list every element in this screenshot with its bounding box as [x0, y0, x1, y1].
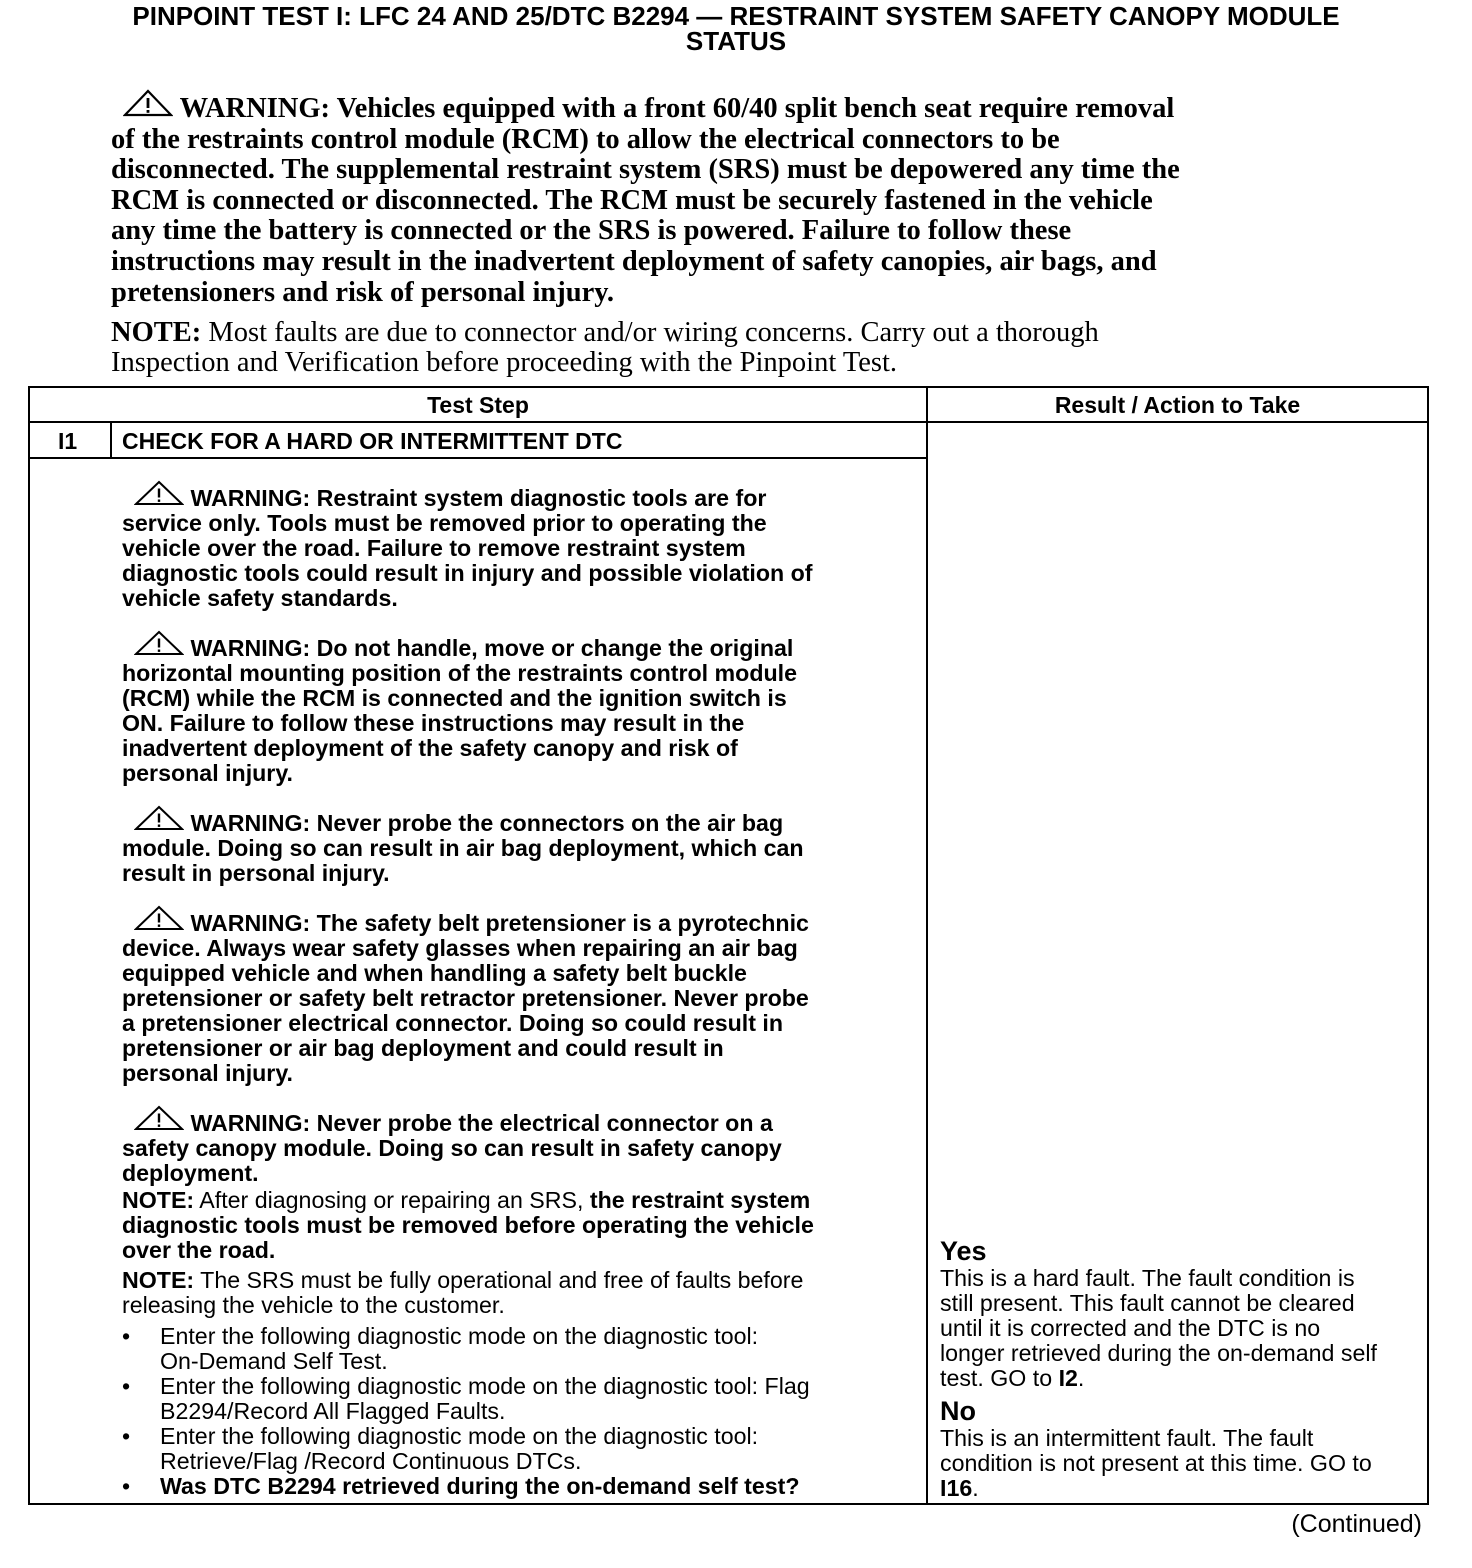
- goto-link-i16[interactable]: I16: [940, 1475, 973, 1501]
- step-warning: WARNING: Never probe the electrical connector on a safety canopy module. Doing so can result in safety canopy deployment.: [122, 1105, 782, 1186]
- main-note-line: NOTE: Most faults are due to connector and/or wiring concerns. Carry out a thorough: [111, 317, 1099, 348]
- main-warning-line: disconnected. The supplemental restraint system (SRS) must be depowered any time the: [111, 154, 1180, 186]
- bullet-dot: •: [122, 1373, 131, 1399]
- step-title: CHECK FOR A HARD OR INTERMITTENT DTC: [122, 428, 623, 454]
- step-note: NOTE: The SRS must be fully operational and free of faults before releasing the vehicle to the customer.: [122, 1267, 804, 1318]
- step-warning: WARNING: Never probe the connectors on the air bag module. Doing so can result in air bag deployment, which can result in personal injury.: [122, 805, 804, 886]
- main-warning-line: pretensioners and risk of personal injury.: [111, 276, 615, 308]
- step-warning: WARNING: Restraint system diagnostic tools are for service only. Tools must be removed prior to operating the vehicle over the road. Failure to remove restraint system diagnostic tools could result in injury and possible violation of vehicle safety standards.: [122, 480, 813, 611]
- title-line-2: STATUS: [685, 26, 787, 56]
- main-warning: [111, 89, 1331, 308]
- header-test-step: Test Step: [427, 392, 529, 418]
- step-id-divider: [110, 421, 112, 458]
- note-label: NOTE:: [111, 317, 202, 348]
- list-item: • Enter the following diagnostic mode on the diagnostic tool: On-Demand Self Test.: [122, 1323, 759, 1374]
- main-warning-line: any time the battery is connected or the SRS is powered. Failure to follow these: [111, 215, 1072, 247]
- note-label: NOTE:: [122, 1267, 195, 1293]
- header-divider: [28, 421, 1429, 423]
- main-warning-line: WARNING: Vehicles equipped with a front 60/40 split bench seat require removal: [111, 89, 1331, 125]
- warning-triangle-icon: [134, 630, 184, 656]
- list-item: • Enter the following diagnostic mode on the diagnostic tool: Retrieve/Flag /Record Continuous DTCs.: [122, 1423, 759, 1474]
- step-warning: WARNING: Do not handle, move or change the original horizontal mounting position of the restraints control module (RCM) while the RCM is connected and the ignition switch is ON. Failure to follow these instructions may result in the inadvertent deployment of the safety canopy and risk of personal injury.: [122, 630, 797, 786]
- main-warning-line: RCM is connected or disconnected. The RCM must be securely fastened in the vehicle: [111, 184, 1153, 216]
- warning-triangle-icon: [123, 89, 173, 117]
- step-id: I1: [58, 428, 78, 454]
- header-result: Result / Action to Take: [1054, 392, 1301, 418]
- main-note: [111, 318, 1361, 378]
- main-warning-line: instructions may result in the inadvertent deployment of safety canopies, air bags, and: [111, 245, 1157, 277]
- column-divider: [926, 386, 928, 1505]
- note-label: NOTE:: [122, 1187, 195, 1213]
- warning-triangle-icon: [134, 905, 184, 931]
- warning-triangle-icon: [134, 480, 184, 506]
- goto-link-i2[interactable]: I2: [1058, 1365, 1078, 1391]
- bullet-dot: •: [122, 1423, 131, 1449]
- step-warning: WARNING: The safety belt pretensioner is a pyrotechnic device. Always wear safety glasses when repairing an air bag equipped vehicle and when handling a safety belt buckle pretensioner or safety belt retractor pretensioner. Never probe a pretensioner electrical connector. Doing so could result in pretensioner or air bag deployment and could result in personal injury.: [122, 905, 809, 1086]
- main-note-line: Inspection and Verification before proceeding with the Pinpoint Test.: [111, 347, 898, 378]
- step-title-divider: [28, 457, 927, 459]
- bullet-dot: •: [122, 1323, 131, 1349]
- result-yes: Yes This is a hard fault. The fault condition is still present. This fault cannot be cleared until it is corrected and the DTC is no longer retrieved during the on-demand self test. GO to I2.: [940, 1236, 1377, 1391]
- list-item: • Was DTC B2294 retrieved during the on-demand self test?: [122, 1473, 800, 1499]
- warning-triangle-icon: [134, 1105, 184, 1131]
- list-item: • Enter the following diagnostic mode on the diagnostic tool: Flag B2294/Record All Flagged Faults.: [122, 1373, 810, 1424]
- title-line-1: PINPOINT TEST I: LFC 24 AND 25/DTC B2294 — RESTRAINT SYSTEM SAFETY CANOPY MODULE: [132, 1, 1340, 31]
- main-warning-line: of the restraints control module (RCM) to allow the electrical connectors to be: [111, 123, 1060, 155]
- result-no-heading: No: [940, 1396, 976, 1426]
- result-no: No This is an intermittent fault. The fault condition is not present at this time. GO to I16.: [940, 1396, 1372, 1501]
- step-note: NOTE: After diagnosing or repairing an SRS, the restraint system diagnostic tools must be removed before operating the vehicle over the road.: [122, 1187, 814, 1263]
- page-title: [0, 1, 1472, 56]
- bullet-dot: •: [122, 1473, 131, 1499]
- warning-triangle-icon: [134, 805, 184, 831]
- continued-label: (Continued): [1291, 1510, 1422, 1538]
- result-yes-heading: Yes: [940, 1236, 987, 1266]
